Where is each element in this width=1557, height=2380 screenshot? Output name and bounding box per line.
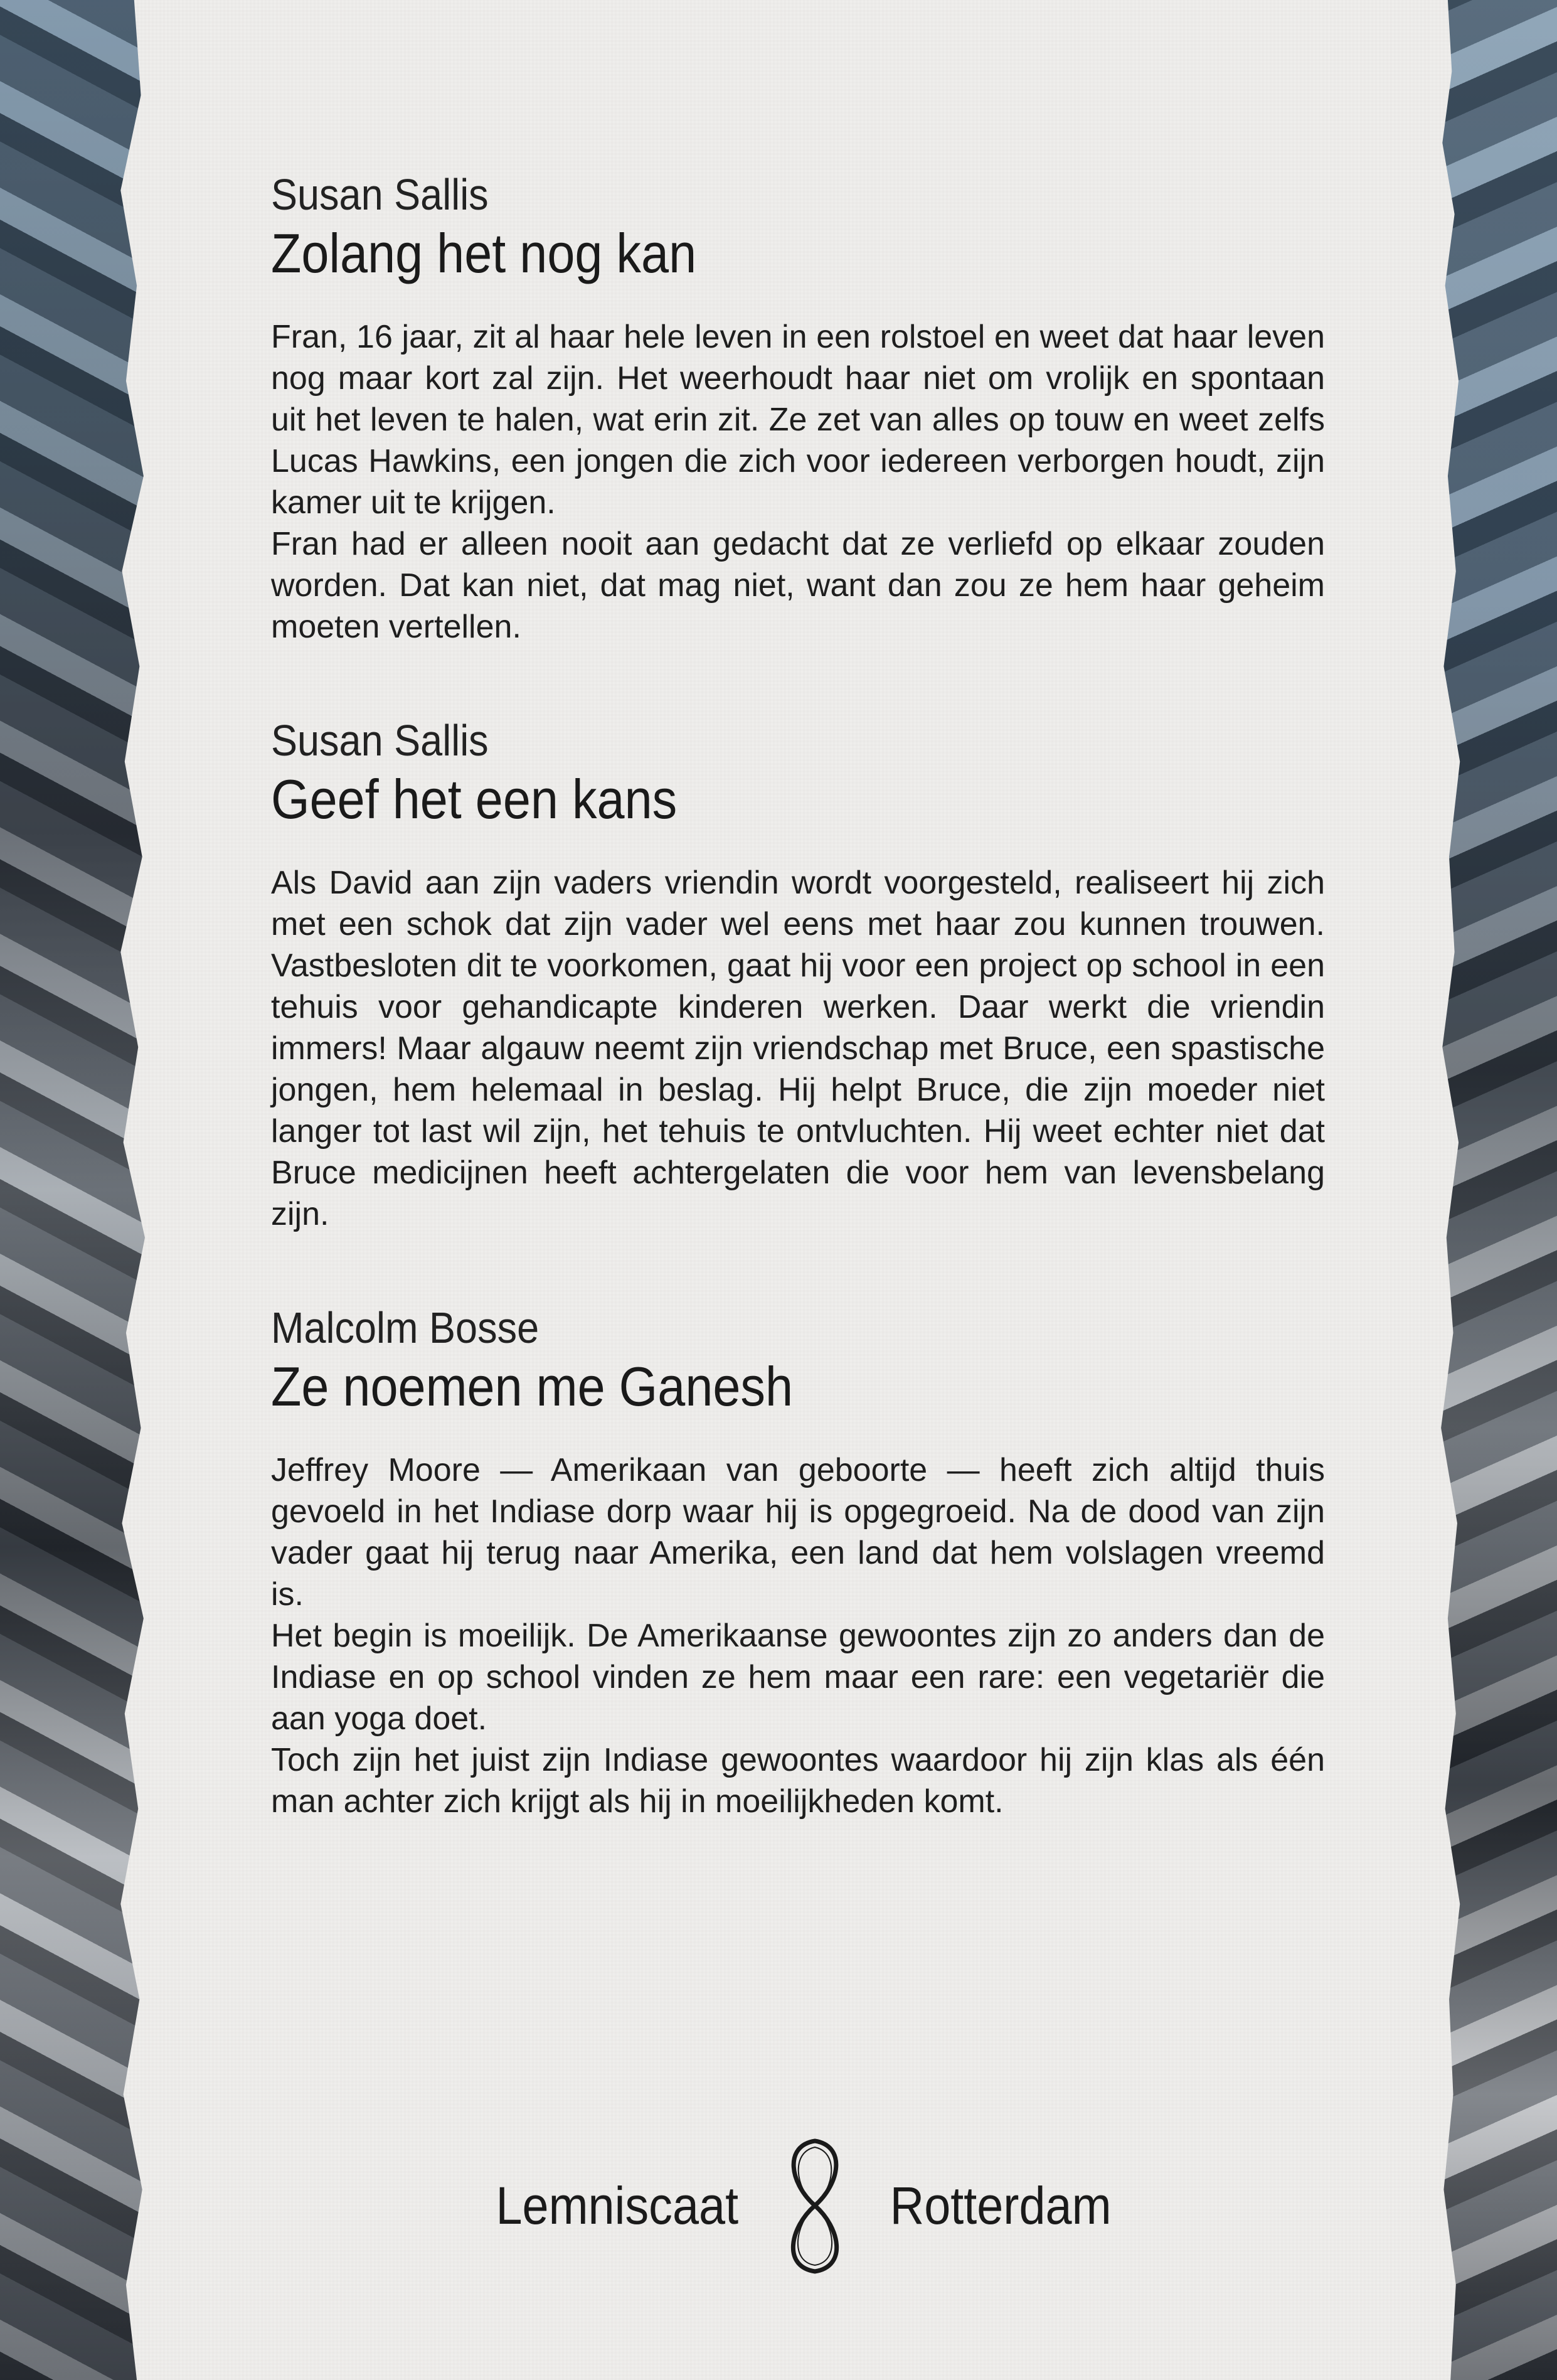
publisher-name: Lemniscaat [496,2175,739,2235]
book-author: Susan Sallis [271,716,489,766]
book-section [271,1303,1325,1822]
blurb-content [271,169,1325,1890]
book-section [271,169,1325,648]
book-description: Toch zijn het juist zijn Indiase gewoontes waardoor hij zijn klas als één man achter zich krijgt als hij in moeilijkheden komt. [271,1742,1325,1820]
book-title: Zolang het nog kan [271,221,697,284]
book-title: Geef het een kans [271,767,678,830]
book-description: Fran had er alleen nooit aan gedacht dat ze verliefd op elkaar zouden worden. Dat kan niet, dat mag niet, want dan zou ze hem haar geheim moeten vertellen. [271,526,1325,646]
book-author: Malcolm Bosse [271,1303,539,1353]
book-title: Ze noemen me Ganesh [271,1355,794,1417]
book-description: Het begin is moeilijk. De Amerikaanse gewoontes zijn zo anders dan de Indiase en op school vinden ze hem maar een rare: een vegetariër die aan yoga doet. [271,1618,1325,1737]
book-description: Fran, 16 jaar, zit al haar hele leven in een rolstoel en weet dat haar leven nog maar kort zal zijn. Het weerhoudt haar niet om vrolijk en spontaan uit het leven te halen, wat erin zit. Ze zet van alles op touw en weet zelfs Lucas Hawkins, een jongen die zich voor iedereen verborgen houdt, zijn kamer uit te krijgen. [271,319,1325,521]
publisher-imprint [464,2133,1142,2278]
book-section [271,715,1325,1235]
publisher-city: Rotterdam [890,2175,1112,2235]
book-author: Susan Sallis [271,170,489,219]
book-description: Jeffrey Moore — Amerikaan van geboorte — heeft zich altijd thuis gevoeld in het Indiase dorp waar hij is opgegroeid. Na de dood van zijn vader gaat hij terug naar Amerika, een land dat hem volslagen vreemd is. [271,1452,1325,1613]
lemniscate-icon [765,2133,865,2278]
book-description: Als David aan zijn vaders vriendin wordt voorgesteld, realiseert hij zich met een schok dat zijn vader wel eens met haar zou kunnen trouwen. Vastbesloten dit te voorkomen, gaat hij voor een project op school in een tehuis voor gehandicapte kinderen werken. Daar werkt die vriendin immers! Maar algauw neemt zijn vriendschap met Bruce, een spastische jongen, hem helemaal in beslag. Hij helpt Bruce, die zijn moeder niet langer tot last wil zijn, het tehuis te ontvluchten. Hij weet echter niet dat Bruce medicijnen heeft achtergelaten die voor hem van levensbelang zijn. [271,865,1325,1233]
